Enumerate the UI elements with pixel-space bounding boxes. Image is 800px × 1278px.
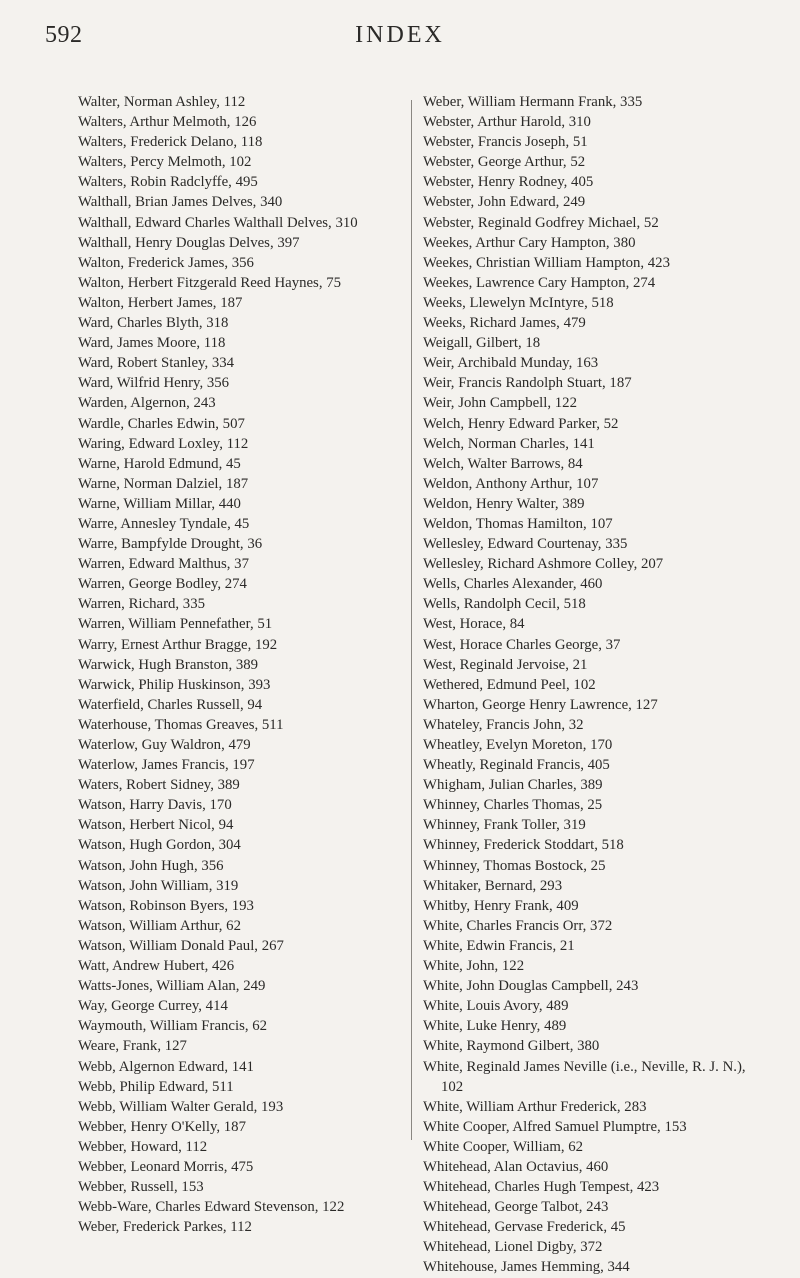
index-entry: Whitaker, Bernard, 293 <box>423 877 563 894</box>
index-entry: Webster, Reginald Godfrey Michael, 52 <box>423 214 659 231</box>
index-entry: Ward, Wilfrid Henry, 356 <box>78 375 230 392</box>
index-entry: Webster, John Edward, 249 <box>423 194 586 211</box>
index-entry: Whinney, Charles Thomas, 25 <box>423 797 603 814</box>
index-entry: White, John Douglas Campbell, 243 <box>423 978 639 995</box>
index-entry: White, William Arthur Frederick, 283 <box>423 1098 647 1115</box>
index-entry: Webb, Philip Edward, 511 <box>78 1078 234 1095</box>
index-entry: Weekes, Lawrence Cary Hampton, 274 <box>423 274 656 291</box>
index-entry: Walthall, Edward Charles Walthall Delves, 310 <box>78 214 358 231</box>
index-entry: Whitehead, Alan Octavius, 460 <box>423 1158 609 1175</box>
index-entry: Weldon, Thomas Hamilton, 107 <box>423 515 613 532</box>
index-entry: Warren, Edward Malthus, 37 <box>78 556 249 573</box>
index-entry: Waterlow, James Francis, 197 <box>78 757 255 774</box>
index-entry: Wheatley, Evelyn Moreton, 170 <box>423 737 613 753</box>
index-entry: Weeks, Richard James, 479 <box>423 315 586 332</box>
index-entry: Watson, Herbert Nicol, 94 <box>78 817 234 834</box>
index-entry: Warne, William Millar, 440 <box>78 495 241 512</box>
index-entry: White Cooper, Alfred Samuel Plumptre, 153 <box>423 1118 687 1135</box>
index-entry: White Cooper, William, 62 <box>423 1138 584 1155</box>
index-entry: Ward, Charles Blyth, 318 <box>78 315 229 332</box>
index-entry: Wethered, Edmund Peel, 102 <box>423 676 596 693</box>
index-entry: Weekes, Arthur Cary Hampton, 380 <box>423 234 636 251</box>
index-entry: Warren, William Pennefather, 51 <box>78 616 273 633</box>
index-entry: Webber, Henry O'Kelly, 187 <box>78 1118 246 1135</box>
index-entry: Wheatly, Reginald Francis, 405 <box>423 757 610 774</box>
index-entry: Weir, John Campbell, 122 <box>423 395 577 412</box>
index-entry: Warre, Annesley Tyndale, 45 <box>78 515 250 532</box>
page-header <box>0 0 800 70</box>
index-entry: Walter, Norman Ashley, 112 <box>78 94 246 110</box>
index-entry: Wellesley, Richard Ashmore Colley, 207 <box>423 556 664 573</box>
index-entry: Whinney, Frederick Stoddart, 518 <box>423 837 624 854</box>
index-entry: Whitehead, Charles Hugh Tempest, 423 <box>423 1179 660 1196</box>
index-entry: Waterfield, Charles Russell, 94 <box>78 696 263 713</box>
index-entry: Watson, Hugh Gordon, 304 <box>78 837 241 854</box>
index-entry: Warwick, Philip Huskinson, 393 <box>78 676 271 693</box>
index-entry: Watson, William Arthur, 62 <box>78 917 241 934</box>
index-entry: Walton, Frederick James, 356 <box>78 254 254 271</box>
index-entry: Walthall, Henry Douglas Delves, 397 <box>78 234 300 251</box>
index-entry: Webb, Algernon Edward, 141 <box>78 1058 254 1075</box>
index-entry: Whitehead, Lionel Digby, 372 <box>423 1239 603 1256</box>
index-entry: Webster, Francis Joseph, 51 <box>423 134 588 151</box>
index-entry: Warne, Norman Dalziel, 187 <box>78 475 249 492</box>
index-entry: Warry, Ernest Arthur Bragge, 192 <box>78 636 278 653</box>
index-entry: Weldon, Anthony Arthur, 107 <box>423 475 599 492</box>
index-entry: Wells, Randolph Cecil, 518 <box>423 596 586 613</box>
index-entry: Way, George Currey, 414 <box>78 998 228 1015</box>
index-entry: Watt, Andrew Hubert, 426 <box>78 958 235 975</box>
index-entry: Waterhouse, Thomas Greaves, 511 <box>78 716 284 733</box>
index-entry: Whateley, Francis John, 32 <box>423 716 584 733</box>
index-entry: Wells, Charles Alexander, 460 <box>423 576 603 593</box>
index-entry: Weeks, Llewelyn McIntyre, 518 <box>423 294 614 311</box>
index-entry: Walthall, Brian James Delves, 340 <box>78 194 283 211</box>
index-entry: Weir, Francis Randolph Stuart, 187 <box>423 375 632 392</box>
running-head: INDEX <box>355 22 445 48</box>
index-entry: Waring, Edward Loxley, 112 <box>78 435 249 452</box>
index-entry: White, Raymond Gilbert, 380 <box>423 1038 600 1055</box>
index-entry: West, Reginald Jervoise, 21 <box>423 656 588 673</box>
index-entry: Webster, Arthur Harold, 310 <box>423 114 591 131</box>
column-divider <box>411 100 412 1140</box>
index-entry: Walton, Herbert Fitzgerald Reed Haynes, 75 <box>78 274 342 291</box>
index-entry: West, Horace, 84 <box>423 616 525 633</box>
index-entry: Walters, Percy Melmoth, 102 <box>78 154 252 171</box>
index-entry: Weldon, Henry Walter, 389 <box>423 495 585 512</box>
index-entry: Walters, Frederick Delano, 118 <box>78 134 263 151</box>
index-entry: Waters, Robert Sidney, 389 <box>78 777 240 794</box>
index-entry: Watson, William Donald Paul, 267 <box>78 937 284 954</box>
index-entry: Walton, Herbert James, 187 <box>78 294 243 311</box>
index-entry: Watson, Harry Davis, 170 <box>78 797 232 814</box>
index-entry: Webber, Russell, 153 <box>78 1179 204 1196</box>
index-entry: Warwick, Hugh Branston, 389 <box>78 656 259 673</box>
index-entry: Wardle, Charles Edwin, 507 <box>78 415 245 432</box>
index-entry: Webber, Leonard Morris, 475 <box>78 1158 254 1175</box>
index-entry: Walters, Robin Radclyffe, 495 <box>78 174 258 191</box>
index-entry: Whitehead, George Talbot, 243 <box>423 1199 609 1216</box>
index-entry: Whitehead, Gervase Frederick, 45 <box>423 1219 626 1236</box>
index-entry: White, Louis Avory, 489 <box>423 998 569 1015</box>
index-entry: Warren, Richard, 335 <box>78 596 206 613</box>
index-entry: Warre, Bampfylde Drought, 36 <box>78 536 263 553</box>
index-entry: Whigham, Julian Charles, 389 <box>423 777 603 794</box>
index-entry: Webster, Henry Rodney, 405 <box>423 174 594 191</box>
index-entry: Warren, George Bodley, 274 <box>78 576 247 593</box>
index-entry: White, Luke Henry, 489 <box>423 1018 567 1035</box>
index-entry: Welch, Walter Barrows, 84 <box>423 455 583 472</box>
index-entry: Weir, Archibald Munday, 163 <box>423 355 599 372</box>
index-column-right <box>423 92 753 1278</box>
index-entry: Whinney, Frank Toller, 319 <box>423 817 586 834</box>
index-entry: Wellesley, Edward Courtenay, 335 <box>423 536 628 553</box>
index-entry: Whinney, Thomas Bostock, 25 <box>423 857 606 874</box>
index-entry: Webster, George Arthur, 52 <box>423 154 586 171</box>
index-entry: White, Reginald James Neville (i.e., Neville, R. J. N.), 102 <box>423 1058 746 1095</box>
index-entry: Weekes, Christian William Hampton, 423 <box>423 254 670 271</box>
index-entry: Watson, John William, 319 <box>78 877 239 894</box>
index-entry: Weigall, Gilbert, 18 <box>423 335 541 352</box>
index-entry: Welch, Norman Charles, 141 <box>423 435 595 452</box>
index-entry: Watson, Robinson Byers, 193 <box>78 897 254 914</box>
index-entry: Watson, John Hugh, 356 <box>78 857 224 874</box>
index-entry: Ward, James Moore, 118 <box>78 335 226 352</box>
index-entry: Webb, William Walter Gerald, 193 <box>78 1098 284 1115</box>
index-entry: Warne, Harold Edmund, 45 <box>78 455 241 472</box>
index-entry: Whitehouse, James Hemming, 344 <box>423 1259 630 1276</box>
index-entry: White, Edwin Francis, 21 <box>423 937 575 954</box>
index-entry: Welch, Henry Edward Parker, 52 <box>423 415 619 432</box>
index-column-left <box>78 92 408 1237</box>
index-entry: Weare, Frank, 127 <box>78 1038 187 1055</box>
index-entry: Webb-Ware, Charles Edward Stevenson, 122 <box>78 1199 345 1216</box>
index-entry: Watts-Jones, William Alan, 249 <box>78 978 266 995</box>
index-entry: White, Charles Francis Orr, 372 <box>423 917 613 934</box>
index-entry: West, Horace Charles George, 37 <box>423 636 621 653</box>
index-entry: Wharton, George Henry Lawrence, 127 <box>423 696 658 713</box>
index-entry: Walters, Arthur Melmoth, 126 <box>78 114 257 131</box>
page-number: 592 <box>45 22 83 48</box>
index-entry: Waterlow, Guy Waldron, 479 <box>78 737 251 753</box>
index-entry: White, John, 122 <box>423 958 525 975</box>
index-entry: Waymouth, William Francis, 62 <box>78 1018 268 1035</box>
index-entry: Weber, Frederick Parkes, 112 <box>78 1219 252 1236</box>
index-entry: Warden, Algernon, 243 <box>78 395 216 412</box>
index-entry: Weber, William Hermann Frank, 335 <box>423 94 643 110</box>
index-entry: Whitby, Henry Frank, 409 <box>423 897 579 914</box>
index-entry: Webber, Howard, 112 <box>78 1138 208 1155</box>
index-entry: Ward, Robert Stanley, 334 <box>78 355 235 372</box>
